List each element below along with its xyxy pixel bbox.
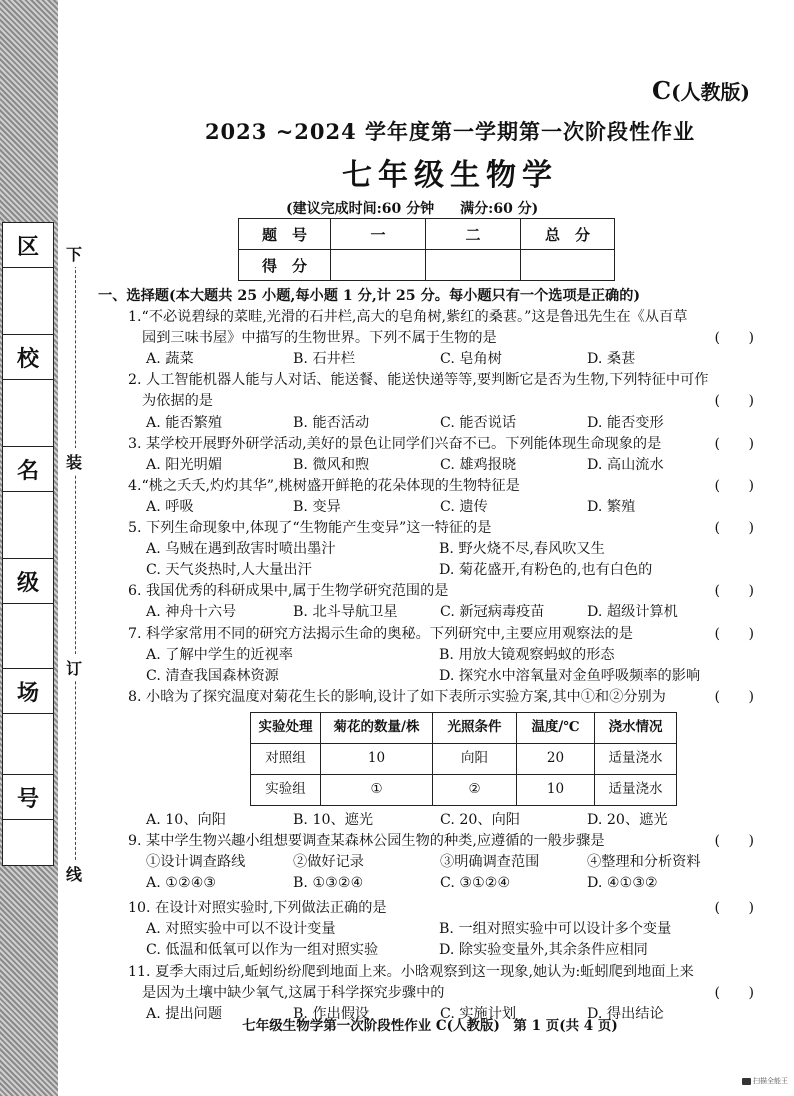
question-1 (100, 307, 760, 370)
option-d: D. 高山流水 (587, 456, 664, 473)
option-a: A. 10、向阳 (146, 811, 226, 828)
question-stem: 4.“桃之夭夭,灼灼其华”,桃树盛开鲜艳的花朵体现的生物特征是 (128, 477, 520, 494)
score-header-part2: 二 (426, 219, 521, 250)
answer-blank[interactable]: ( ) (714, 984, 754, 1001)
binding-margin (0, 0, 58, 1096)
exp-header-light: 光照条件 (433, 712, 517, 743)
exp-cell: 10 (517, 774, 595, 805)
option-d: D. 得出结论 (587, 1005, 664, 1022)
question-stem: 6. 我国优秀的科研成果中,属于生物学研究范围的是 (128, 583, 449, 600)
name-field[interactable] (2, 492, 54, 558)
option-a: A. 神舟十六号 (146, 604, 237, 621)
binding-label-class: 级 (2, 558, 54, 604)
full-score: 满分:60 分) (460, 201, 539, 217)
answer-blank[interactable]: ( ) (714, 393, 754, 410)
option-a: A. 呼吸 (146, 498, 194, 515)
option-d: D. 能否变形 (587, 414, 664, 431)
score-row-label: 得 分 (239, 250, 331, 281)
exp-header-treatment: 实验处理 (251, 712, 321, 743)
option-b: B. ①③②④ (293, 875, 364, 892)
exp-header-count: 菊花的数量/株 (321, 712, 433, 743)
option-c: C. 低温和低氧可以作为一组对照实验 (146, 942, 379, 959)
question-stem: 为依据的是 (142, 393, 213, 410)
answer-blank[interactable]: ( ) (714, 520, 754, 537)
answer-blank[interactable]: ( ) (714, 688, 754, 705)
binding-label-district: 区 (2, 222, 54, 268)
exp-header-temp: 温度/℃ (517, 712, 595, 743)
time-note (286, 198, 564, 218)
exp-cell: 10 (321, 743, 433, 774)
exp-cell: 适量浇水 (595, 743, 677, 774)
option-b: B. 用放大镜观察蚂蚁的形态 (439, 646, 615, 663)
exp-cell: 20 (517, 743, 595, 774)
edition-name: (人教版) (671, 80, 750, 104)
option-a: A. 蔬菜 (146, 351, 194, 368)
cut-label-3: 订 (66, 654, 82, 681)
class-field[interactable] (2, 604, 54, 668)
subject-title: 七年级生物学 (342, 158, 558, 193)
edition-letter: C (651, 76, 672, 105)
option-b: B. 野火烧不尽,春风吹又生 (439, 541, 605, 558)
option-c: C. 皂角树 (440, 351, 502, 368)
exp-cell: 适量浇水 (595, 774, 677, 805)
question-section (100, 286, 760, 1025)
option-a: A. 提出问题 (146, 1005, 223, 1022)
question-stem: 9. 某中学生物兴趣小组想要调查某森林公园生物的种类,应遵循的一般步骤是 (128, 832, 605, 849)
district-field[interactable] (2, 268, 54, 334)
option-b: B. 变异 (293, 498, 341, 515)
option-c: C. ③①②④ (440, 875, 511, 892)
score-header-part1: 一 (331, 219, 426, 250)
question-6 (100, 581, 760, 623)
answer-blank[interactable]: ( ) (714, 832, 754, 849)
edition-label (652, 76, 750, 105)
exp-cell: 向阳 (433, 743, 517, 774)
question-stem: 10. 在设计对照实验时,下列做法正确的是 (128, 900, 387, 917)
binding-label-school: 校 (2, 334, 54, 380)
option-b: B. 北斗导航卫星 (293, 604, 398, 621)
answer-blank[interactable]: ( ) (714, 583, 754, 600)
scanner-logo-icon (742, 1078, 751, 1085)
score-cell-part1[interactable] (331, 250, 426, 281)
option-a: A. 乌贼在遇到敌害时喷出墨汁 (146, 541, 336, 558)
option-a: A. 了解中学生的近视率 (146, 646, 293, 663)
option-b: B. 能否活动 (293, 414, 370, 431)
question-stem: 3. 某学校开展野外研学活动,美好的景色让同学们兴奋不已。下列能体现生命现象的是 (128, 435, 662, 452)
question-stem: 园到三味书屋》中描写的生物世界。下列不属于生物的是 (142, 330, 497, 347)
section-heading: 一、选择题(本大题共 25 小题,每小题 1 分,计 25 分。每小题只有一个选项是正确的) (98, 288, 641, 304)
question-stem: 2. 人工智能机器人能与人对话、能送餐、能送快递等等,要判断它是否为生物,下列特征中可作 (128, 372, 709, 389)
scanner-label: 扫描全能王 (753, 1077, 788, 1085)
option-d: D. 20、遮光 (587, 811, 668, 828)
page-footer: 七年级生物学第一次阶段性作业 C(人教版) 第 1 页(共 4 页) (242, 1018, 618, 1034)
question-stem: 1.“不必说碧绿的菜畦,光滑的石井栏,高大的皂角树,紫红的桑葚。”这是鲁迅先生在《从百草 (128, 309, 688, 326)
question-9 (100, 831, 760, 894)
question-8 (100, 687, 760, 831)
scanner-watermark (742, 1076, 788, 1086)
seat-field[interactable] (2, 820, 54, 866)
exp-cell: 对照组 (251, 743, 321, 774)
option-c: C. 新冠病毒疫苗 (440, 604, 545, 621)
step-1: ①设计调查路线 (146, 854, 246, 871)
question-stem: 11. 夏季大雨过后,蚯蚓纷纷爬到地面上来。小晗观察到这一现象,她认为:蚯蚓爬到地面上来 (128, 963, 694, 980)
cut-label-1: 下 (66, 240, 82, 267)
score-header-label: 题 号 (239, 219, 331, 250)
time-limit: (建议完成时间:60 分钟 (286, 201, 435, 217)
exp-header-water: 浇水情况 (595, 712, 677, 743)
question-stem: 5. 下列生命现象中,体现了“生物能产生变异”这一特征的是 (128, 520, 492, 537)
experiment-table (250, 712, 677, 806)
option-d: D. 菊花盛开,有粉色的,也有白色的 (439, 562, 653, 579)
answer-blank[interactable]: ( ) (714, 435, 754, 452)
option-c: C. 遗传 (440, 498, 488, 515)
option-c: C. 雄鸡报晓 (440, 456, 517, 473)
score-table (238, 218, 615, 281)
binding-cut-line (75, 240, 76, 880)
term-title: 2023 ~2024 学年度第一学期第一次阶段性作业 (204, 119, 696, 144)
score-header-total: 总 分 (521, 219, 615, 250)
question-5 (100, 518, 760, 581)
option-b: B. 一组对照实验中可以设计多个变量 (439, 921, 672, 938)
question-7 (100, 624, 760, 687)
venue-field[interactable] (2, 714, 54, 774)
question-stem: 8. 小晗为了探究温度对菊花生长的影响,设计了如下表所示实验方案,其中①和②分别为 (128, 688, 666, 705)
question-stem: 是因为土壤中缺少氧气,这属于科学探究步骤中的 (142, 984, 445, 1001)
option-b: B. 微风和煦 (293, 456, 370, 473)
option-c: C. 天气炎热时,人大量出汗 (146, 562, 312, 579)
answer-blank[interactable]: ( ) (714, 900, 754, 917)
option-b: B. 10、遮光 (293, 811, 374, 828)
step-4: ④整理和分析资料 (587, 854, 701, 871)
option-d: D. 超级计算机 (587, 604, 678, 621)
option-d: D. ④①③② (587, 875, 658, 892)
question-4 (100, 476, 760, 518)
answer-blank[interactable]: ( ) (714, 625, 754, 642)
option-c: C. 清查我国森林资源 (146, 667, 279, 684)
exp-cell: ① (321, 774, 433, 805)
exp-cell: ② (433, 774, 517, 805)
option-d: D. 除实验变量外,其余条件应相同 (439, 942, 648, 959)
option-d: D. 桑葚 (587, 351, 636, 368)
cut-label-2: 装 (66, 448, 82, 475)
answer-blank[interactable]: ( ) (714, 330, 754, 347)
exp-cell: 实验组 (251, 774, 321, 805)
cut-label-4: 线 (66, 860, 82, 887)
option-a: A. 能否繁殖 (146, 414, 223, 431)
question-2 (100, 370, 760, 433)
step-3: ③明确调查范围 (440, 854, 540, 871)
option-c: C. 20、向阳 (440, 811, 520, 828)
question-3 (100, 434, 760, 476)
answer-blank[interactable]: ( ) (714, 477, 754, 494)
option-c: C. 能否说话 (440, 414, 517, 431)
score-cell-part2[interactable] (426, 250, 521, 281)
option-a: A. ①②④③ (146, 875, 217, 892)
option-b: B. 作出假设 (293, 1005, 370, 1022)
question-10 (100, 894, 760, 961)
step-2: ②做好记录 (293, 854, 364, 871)
option-d: D. 繁殖 (587, 498, 636, 515)
option-d: D. 探究水中溶氧量对金鱼呼吸频率的影响 (439, 667, 701, 684)
option-b: B. 石井栏 (293, 351, 356, 368)
score-cell-total[interactable] (521, 250, 615, 281)
binding-label-seat: 号 (2, 774, 54, 820)
binding-label-venue: 场 (2, 668, 54, 714)
binding-label-name: 名 (2, 446, 54, 492)
school-field[interactable] (2, 380, 54, 446)
option-a: A. 对照实验中可以不设计变量 (146, 921, 336, 938)
option-c: C. 实施计划 (440, 1005, 517, 1022)
option-a: A. 阳光明媚 (146, 456, 223, 473)
question-stem: 7. 科学家常用不同的研究方法揭示生命的奥秘。下列研究中,主要应用观察法的是 (128, 625, 633, 642)
